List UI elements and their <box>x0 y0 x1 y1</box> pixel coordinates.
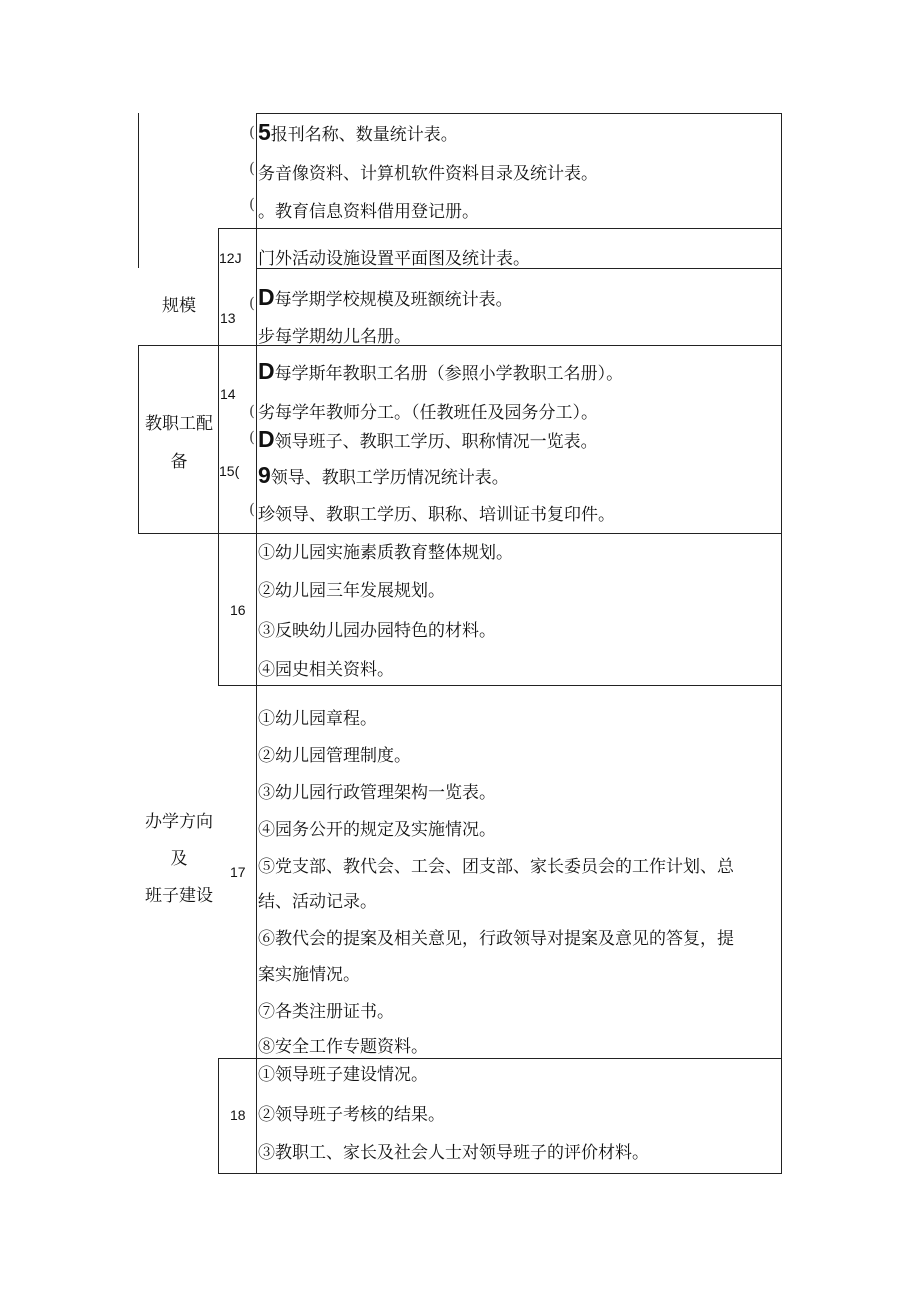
table-line <box>138 345 782 346</box>
paren-marker: ( <box>249 500 255 518</box>
category-scale: 规模 <box>162 296 196 316</box>
list-marker: 5 <box>258 119 271 145</box>
text-line: 门外活动设施设置平面图及统计表。 <box>258 249 530 269</box>
list-marker: D <box>258 358 275 384</box>
list-marker: 9 <box>258 462 271 488</box>
table-line <box>218 228 782 229</box>
text-line: ④园务公开的规定及实施情况。 <box>258 820 496 840</box>
row-number-17: 17 <box>230 864 246 880</box>
text-line: 珍领导、教职工学历、职称、培训证书复印件。 <box>258 505 615 525</box>
text-line: ⑥教代会的提案及相关意见，行政领导对提案及意见的答复，提 <box>258 929 734 949</box>
table-line <box>218 533 219 685</box>
paren-marker: ( <box>249 428 255 446</box>
paren-marker: ( <box>249 159 255 177</box>
text-line: ②幼儿园三年发展规划。 <box>258 581 445 601</box>
text-line: ①领导班子建设情况。 <box>258 1065 428 1085</box>
category-direction-line2: 及 <box>170 849 188 869</box>
table-line <box>218 685 782 686</box>
table-line <box>256 113 257 1173</box>
category-direction-line3: 班子建设 <box>145 886 213 906</box>
text-line: ⑦各类注册证书。 <box>258 1002 394 1022</box>
row-number-18: 18 <box>230 1107 246 1123</box>
text-line <box>258 358 623 385</box>
text-line: ⑧安全工作专题资料。 <box>258 1037 428 1057</box>
text-line: ③反映幼儿园办园特色的材料。 <box>258 621 496 641</box>
text-line: ③幼儿园行政管理架构一览表。 <box>258 783 496 803</box>
paren-marker: ( <box>249 402 255 420</box>
text-line: ④园史相关资料。 <box>258 660 394 680</box>
category-staff-line1: 教职工配 <box>145 414 213 434</box>
table-line <box>218 1058 219 1173</box>
table-line <box>138 345 139 533</box>
text-line: ⑤党支部、教代会、工会、团支部、家长委员会的工作计划、总 <box>258 857 734 877</box>
line-text: 每学期学校规模及班额统计表。 <box>274 290 513 310</box>
text-line <box>258 119 458 146</box>
text-line <box>258 462 509 489</box>
row-number-15: 15( <box>219 463 240 479</box>
text-line: 案实施情况。 <box>258 965 360 985</box>
line-text: 领导班子、教职工学历、职称情况一览表。 <box>274 432 598 452</box>
text-line: ③教职工、家长及社会人士对领导班子的评价材料。 <box>258 1143 649 1163</box>
list-marker: D <box>258 426 275 452</box>
paren-marker: ( <box>249 195 255 213</box>
paren-marker: ( <box>249 294 255 312</box>
table-line <box>781 113 782 1173</box>
category-direction-line1: 办学方向 <box>145 812 213 832</box>
table-line <box>138 533 782 534</box>
line-text: 报刊名称、数量统计表。 <box>270 125 458 145</box>
text-line: ①幼儿园实施素质教育整体规划。 <box>258 543 513 563</box>
text-line: 劣每学年教师分工。（任教班任及园务分工）。 <box>258 403 598 423</box>
line-text: 领导、教职工学历情况统计表。 <box>270 468 509 488</box>
line-text: 每学斯年教职工名册（参照小学教职工名册）。 <box>274 364 624 384</box>
text-line <box>258 284 513 311</box>
row-number-16: 16 <box>230 602 246 618</box>
table-line <box>218 1173 782 1174</box>
category-staff-line2: 备 <box>170 452 188 472</box>
row-number-14: 14 <box>220 386 236 402</box>
text-line: 步每学期幼儿名册。 <box>258 327 411 347</box>
table-line <box>218 228 219 533</box>
list-marker: D <box>258 284 275 310</box>
row-number-13: 13 <box>220 310 236 326</box>
table-line <box>256 113 782 114</box>
text-line: ②领导班子考核的结果。 <box>258 1105 445 1125</box>
text-line: 。教育信息资料借用登记册。 <box>258 202 479 222</box>
row-number-12: 12J <box>219 250 242 266</box>
text-line <box>258 426 598 453</box>
text-line: 务音像资料、计算机软件资料目录及统计表。 <box>258 164 598 184</box>
table-line <box>138 113 139 268</box>
table-line <box>218 1058 782 1059</box>
paren-marker: ( <box>249 123 255 141</box>
text-line: ①幼儿园章程。 <box>258 709 377 729</box>
text-line: 结、活动记录。 <box>258 892 377 912</box>
text-line: ②幼儿园管理制度。 <box>258 746 411 766</box>
